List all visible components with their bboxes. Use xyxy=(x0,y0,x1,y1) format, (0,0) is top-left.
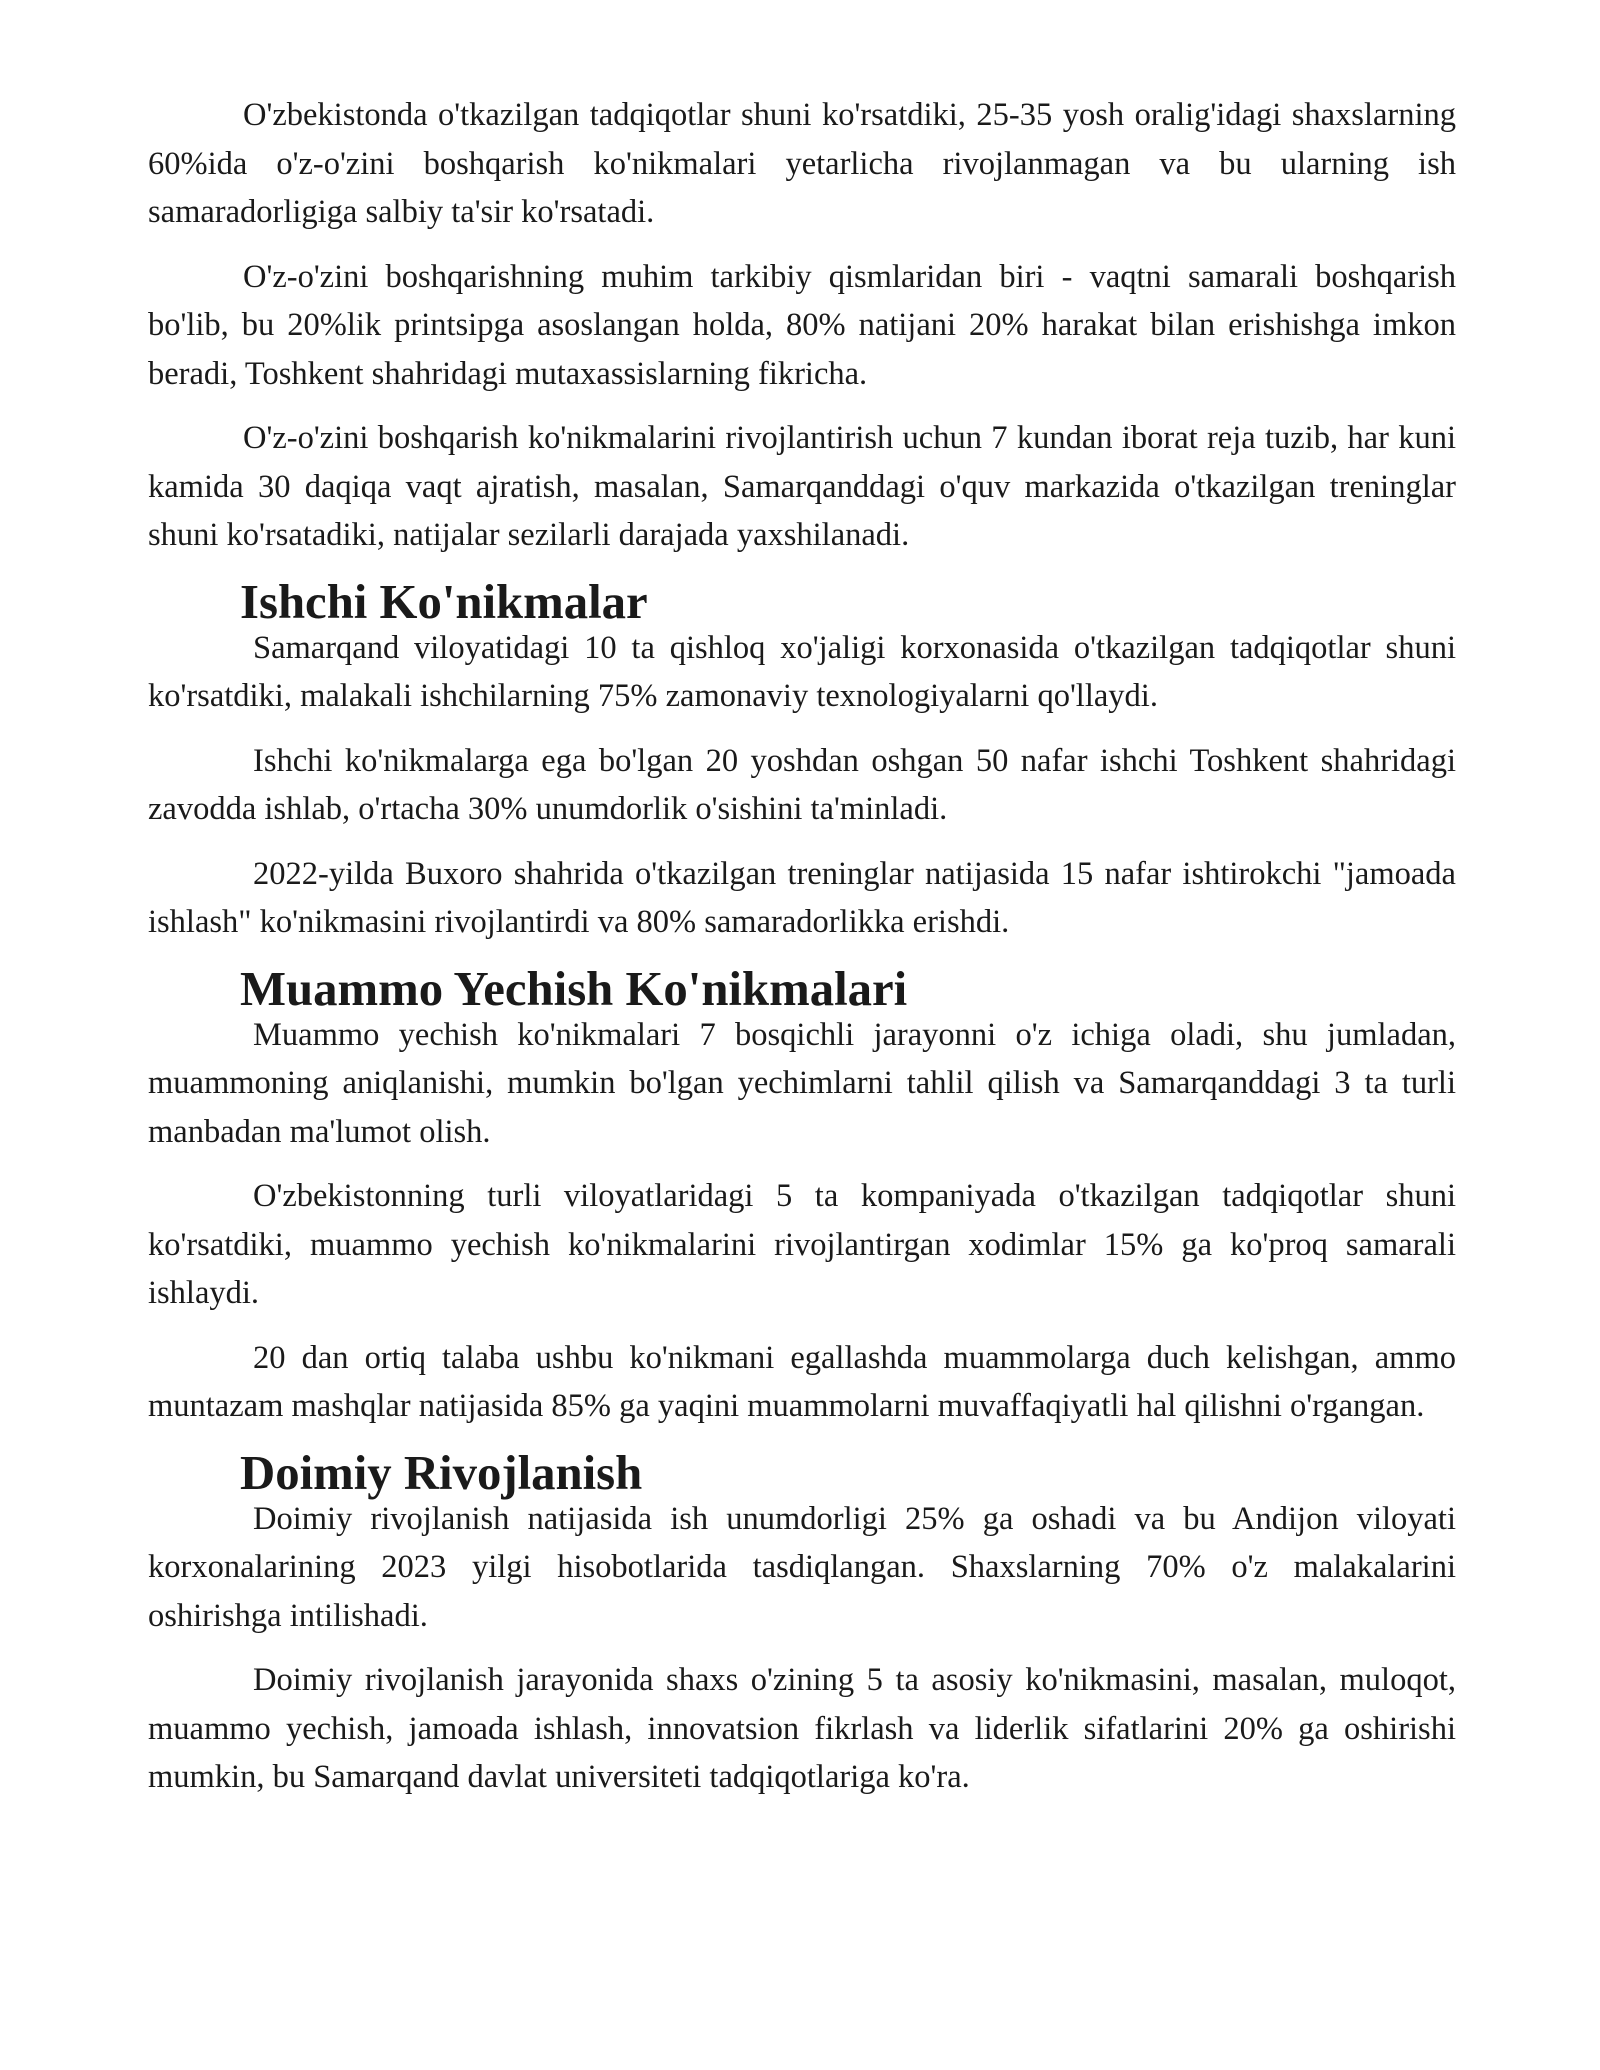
section-paragraph: Ishchi ko'nikmalarga ega bo'lgan 20 yoshdan oshgan 50 nafar ishchi Toshkent shahridagi zavodda ishlab, o'rtacha 30% unumdorlik o'sishini ta'minladi. xyxy=(148,742,1456,827)
section-paragraph: Samarqand viloyatidagi 10 ta qishloq xo'jaligi korxonasida o'tkazilgan tadqiqotlar shuni ko'rsatdiki, malakali ishchilarning 75% zamonaviy texnologiyalarni qo'llaydi. xyxy=(148,629,1456,714)
section-paragraph: Muammo yechish ko'nikmalari 7 bosqichli jarayonni o'z ichiga oladi, shu jumladan, muammoning aniqlanishi, mumkin bo'lgan yechimlarni tahlil qilish va Samarqanddagi 3 ta turli manbadan ma'lumot olish. xyxy=(148,1016,1456,1150)
section-muammo-yechish xyxy=(148,961,1456,1431)
document-body xyxy=(148,91,1456,1818)
section-doimiy-rivojlanish xyxy=(148,1445,1456,1802)
section-paragraph: Doimiy rivojlanish natijasida ish unumdorligi 25% ga oshadi va bu Andijon viloyati korxonalarining 2023 yilgi hisobotlarida tasdiqlangan. Shaxslarning 70% o'z malakalarini oshirishga intilishadi. xyxy=(148,1500,1456,1634)
section-heading: Muammo Yechish Ko'nikmalari xyxy=(240,961,908,1016)
section-paragraph: 2022-yilda Buxoro shahrida o'tkazilgan treninglar natijasida 15 nafar ishtirokchi "jamoada ishlash" ko'nikmasini rivojlantirdi va 80% samaradorlikka erishdi. xyxy=(148,855,1456,940)
section-paragraph: Doimiy rivojlanish jarayonida shaxs o'zining 5 ta asosiy ko'nikmasini, masalan, muloqot, muammo yechish, jamoada ishlash, innovatsion fikrlash va liderlik sifatlarini 20% ga oshirishi mumkin, bu Samarqand davlat universiteti tadqiqotlariga ko'ra. xyxy=(148,1662,1456,1795)
intro-paragraph-1: O'zbekistonda o'tkazilgan tadqiqotlar shuni ko'rsatdiki, 25-35 yosh oralig'idagi shaxslarning 60%ida o'z-o'zini boshqarish ko'nikmalari yetarlicha rivojlanmagan va bu ularning ish samaradorligiga salbiy ta'sir ko'rsatadi. xyxy=(148,97,1456,230)
intro-paragraph-2: O'z-o'zini boshqarishning muhim tarkibiy qismlaridan biri - vaqtni samarali boshqarish bo'lib, bu 20%lik printsipga asoslangan holda, 80% natijani 20% harakat bilan erishishga imkon beradi, Toshkent shahridagi mutaxassislarning fikricha. xyxy=(148,258,1456,392)
intro-paragraph-3: O'z-o'zini boshqarish ko'nikmalarini rivojlantirish uchun 7 kundan iborat reja tuzib, har kuni kamida 30 daqiqa vaqt ajratish, masalan, Samarqanddagi o'quv markazida o'tkazilgan treninglar shuni ko'rsatadiki, natijalar sezilarli darajada yaxshilanadi. xyxy=(148,420,1456,553)
section-heading: Ishchi Ko'nikmalar xyxy=(240,574,648,629)
section-heading: Doimiy Rivojlanish xyxy=(240,1445,643,1500)
section-paragraph: O'zbekistonning turli viloyatlaridagi 5 ta kompaniyada o'tkazilgan tadqiqotlar shuni ko'rsatdiki, muammo yechish ko'nikmalarini rivojlantirgan xodimlar 15% ga ko'proq samarali ishlaydi. xyxy=(148,1178,1456,1311)
section-ishchi-konikmalar xyxy=(148,574,1456,947)
section-paragraph: 20 dan ortiq talaba ushbu ko'nikmani egallashda muammolarga duch kelishgan, ammo muntazam mashqlar natijasida 85% ga yaqini muammolarni muvaffaqiyatli hal qilishni o'rgangan. xyxy=(148,1339,1456,1424)
